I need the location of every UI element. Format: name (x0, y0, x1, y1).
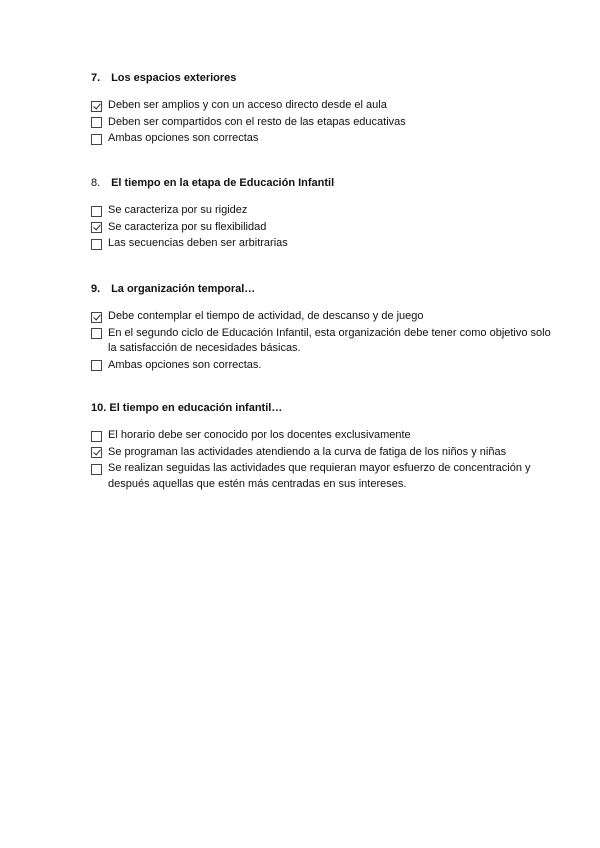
option-9-b[interactable] (91, 326, 551, 357)
option-label: Deben ser amplios y con un acceso directo desde el aula (108, 99, 387, 111)
options-list (91, 203, 551, 252)
question-8 (91, 176, 551, 253)
question-7 (91, 71, 551, 148)
question-title (91, 71, 551, 85)
option-label: Ambas opciones son correctas. (108, 358, 262, 371)
question-number: 7. (91, 72, 101, 84)
option-7-c[interactable] (91, 131, 551, 147)
checkbox-checked-icon[interactable] (91, 447, 102, 458)
question-number: 9. (91, 283, 101, 295)
option-label: Debe contemplar el tiempo de actividad, de descanso y de juego (108, 310, 424, 322)
options-list (91, 428, 551, 492)
option-9-a[interactable] (91, 309, 551, 325)
checkbox-icon[interactable] (91, 239, 102, 250)
checkbox-icon[interactable] (91, 431, 102, 442)
checkbox-icon[interactable] (91, 328, 102, 339)
question-title (91, 401, 551, 415)
question-number: 8. (91, 177, 101, 189)
question-number: 10. (91, 402, 107, 414)
question-9 (91, 282, 551, 374)
checkbox-icon[interactable] (91, 464, 102, 475)
option-label: Deben ser compartidos con el resto de las etapas educativas (108, 115, 406, 128)
checkbox-checked-icon[interactable] (91, 101, 102, 112)
option-7-b[interactable] (91, 115, 551, 131)
question-text: El tiempo en la etapa de Educación Infantil (111, 177, 335, 189)
options-list (91, 309, 551, 373)
options-list (91, 98, 551, 147)
question-title (91, 176, 551, 190)
checkbox-checked-icon[interactable] (91, 222, 102, 233)
option-7-a[interactable] (91, 98, 551, 114)
option-8-a[interactable] (91, 203, 551, 219)
option-10-b[interactable] (91, 445, 551, 461)
option-8-c[interactable] (91, 236, 551, 252)
checkbox-icon[interactable] (91, 360, 102, 371)
option-label: Se caracteriza por su rigidez (108, 204, 248, 216)
option-10-a[interactable] (91, 428, 551, 444)
question-title (91, 282, 551, 296)
option-label: Ambas opciones son correctas (108, 132, 259, 144)
option-9-c[interactable] (91, 358, 551, 374)
checkbox-icon[interactable] (91, 134, 102, 145)
option-label: El horario debe ser conocido por los docentes exclusivamente (108, 429, 411, 441)
option-10-c[interactable] (91, 461, 551, 492)
checkbox-icon[interactable] (91, 117, 102, 128)
option-8-b[interactable] (91, 220, 551, 236)
question-text: El tiempo en educación infantil… (109, 402, 283, 414)
checkbox-checked-icon[interactable] (91, 312, 102, 323)
option-label: Se caracteriza por su flexibilidad (108, 220, 267, 233)
question-text: Los espacios exteriores (111, 72, 237, 84)
option-label: En el segundo ciclo de Educación Infantil, esta organización debe tener como objetivo solo la satisfacción de necesidades básicas. (108, 326, 551, 354)
option-label: Las secuencias deben ser arbitrarias (108, 237, 288, 249)
question-text: La organización temporal… (111, 283, 256, 295)
question-10 (91, 401, 551, 493)
option-label: Se realizan seguidas las actividades que requieran mayor esfuerzo de concentración y después aquellas que estén más centradas en sus intereses. (108, 462, 531, 490)
checkbox-icon[interactable] (91, 206, 102, 217)
option-label: Se programan las actividades atendiendo a la curva de fatiga de los niños y niñas (108, 445, 507, 458)
